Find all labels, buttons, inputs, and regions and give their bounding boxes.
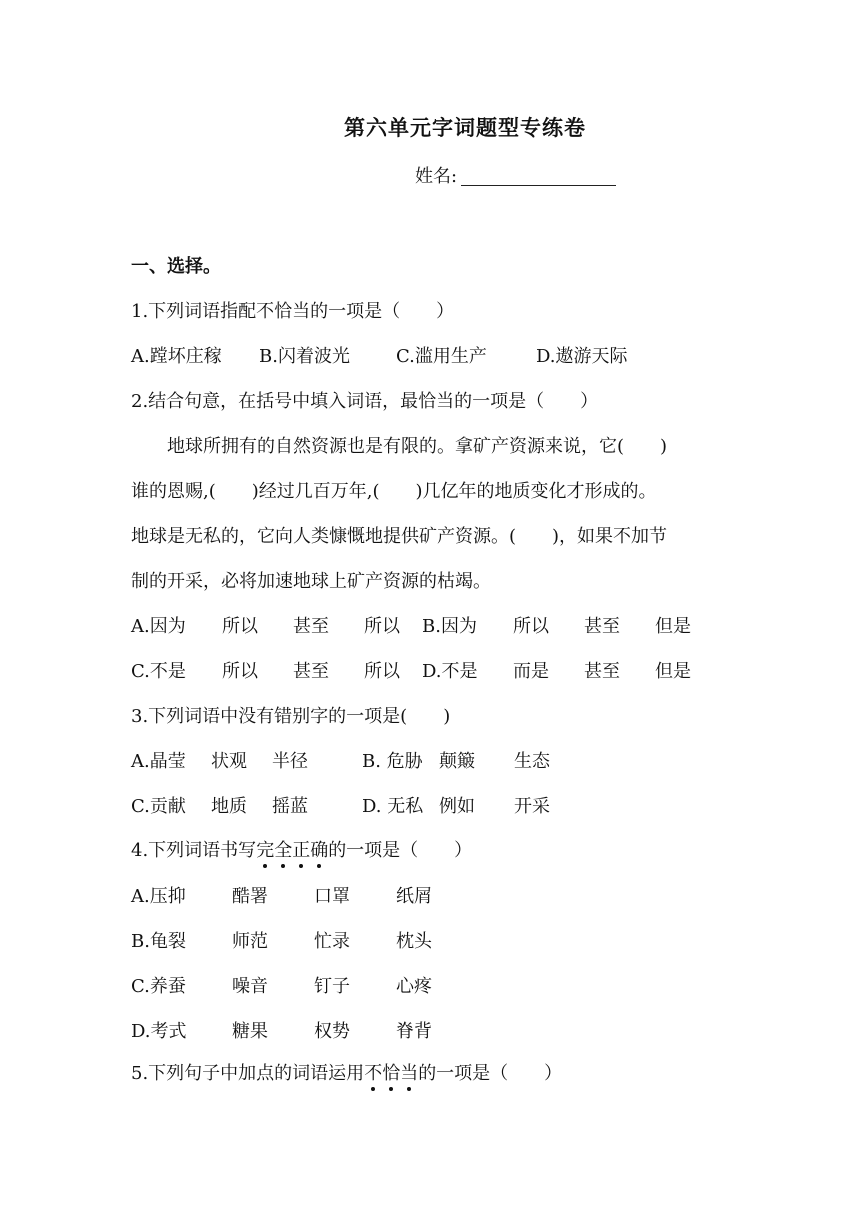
q2-passage-line-3: 地球是无私的，它向人类慷慨地提供矿产资源。( )，如果不加节 (131, 526, 668, 547)
q1-option-b[interactable]: B.闪着波光 (259, 346, 350, 367)
question-1-options (131, 342, 628, 368)
q4-option-c-row (131, 972, 432, 998)
q3-option-a-word-2: 状观 (211, 751, 247, 772)
q2-option-d-word-1[interactable]: D.不是 (422, 661, 478, 682)
q2-option-b-word-3: 甚至 (584, 616, 620, 637)
q2-option-a-word-3: 甚至 (293, 616, 329, 637)
q4-option-c-word-1[interactable]: C.养蚕 (131, 976, 186, 997)
q3-option-d-word-1[interactable]: D. 无私 (362, 796, 424, 817)
q3-option-a-word-3: 半径 (272, 751, 308, 772)
question-3-stem: 3.下列词语中没有错别字的一项是( ) (131, 706, 451, 727)
q4-option-a-word-1[interactable]: A.压抑 (131, 886, 186, 907)
q5-dotted-char-1: 不 (364, 1063, 383, 1084)
q2-option-a-word-4: 所以 (364, 616, 400, 637)
q3-options-row-2 (131, 792, 550, 818)
q2-option-b-word-2: 所以 (513, 616, 549, 637)
q4-option-a-word-4: 纸屑 (396, 886, 432, 907)
q2-option-c-word-1[interactable]: C.不是 (131, 661, 186, 682)
q4-option-d-word-3: 权势 (314, 1021, 350, 1042)
q4-option-b-word-3: 忙录 (314, 931, 350, 952)
q2-option-a-word-1[interactable]: A.因为 (131, 616, 186, 637)
q4-option-b-word-4: 枕头 (396, 931, 432, 952)
q5-dotted-char-2: 恰 (382, 1063, 401, 1084)
q4-stem-end: 的一项是（ ） (328, 840, 473, 861)
question-2-stem: 2.结合句意，在括号中填入词语，最恰当的一项是（ ） (131, 391, 599, 412)
name-blank-line[interactable] (461, 165, 616, 186)
q4-option-b-word-2: 师范 (232, 931, 268, 952)
q2-option-d-word-2: 而是 (513, 661, 549, 682)
name-field (415, 162, 616, 188)
q3-option-a-word-1[interactable]: A.晶莹 (131, 751, 186, 772)
q4-option-d-word-1[interactable]: D.考式 (131, 1021, 187, 1042)
q2-option-c-word-2: 所以 (222, 661, 258, 682)
q2-option-d-word-4: 但是 (655, 661, 691, 682)
q2-option-a-word-2: 所以 (222, 616, 258, 637)
q4-dotted-char-4: 确 (310, 840, 329, 861)
q4-option-c-word-4: 心疼 (396, 976, 432, 997)
q5-dotted-char-3: 当 (400, 1063, 419, 1084)
q3-option-b-word-2: 颠簸 (439, 751, 475, 772)
name-label: 姓名: (415, 166, 458, 187)
q1-option-c[interactable]: C.滥用生产 (396, 346, 487, 367)
q3-option-b-word-3: 生态 (514, 751, 550, 772)
q4-option-d-word-2: 糖果 (232, 1021, 268, 1042)
question-4-stem (131, 836, 472, 862)
section-heading-choice: 一、选择。 (131, 256, 221, 277)
q4-option-c-word-2: 噪音 (232, 976, 268, 997)
q5-stem-end: 的一项是（ ） (418, 1063, 563, 1084)
q4-option-d-row (131, 1017, 432, 1043)
q2-option-c-word-4: 所以 (364, 661, 400, 682)
q4-option-a-word-2: 酷署 (232, 886, 268, 907)
q4-option-a-word-3: 口罩 (314, 886, 350, 907)
q3-option-b-word-1[interactable]: B. 危胁 (362, 751, 423, 772)
q3-option-c-word-3: 摇蓝 (272, 796, 308, 817)
q3-option-c-word-2: 地质 (211, 796, 247, 817)
q4-option-c-word-3: 钉子 (314, 976, 350, 997)
question-1-stem: 1.下列词语指配不恰当的一项是（ ） (131, 301, 455, 322)
q4-option-b-word-1[interactable]: B.龟裂 (131, 931, 186, 952)
q3-option-c-word-1[interactable]: C.贡献 (131, 796, 186, 817)
q4-dotted-char-2: 全 (274, 840, 293, 861)
q2-option-b-word-4: 但是 (655, 616, 691, 637)
q2-option-c-word-3: 甚至 (293, 661, 329, 682)
q2-passage-line-1: 地球所拥有的自然资源也是有限的。拿矿产资源来说，它( ) (131, 436, 668, 457)
q2-passage-line-2: 谁的恩赐,( )经过几百万年,( )几亿年的地质变化才形成的。 (131, 481, 657, 502)
page-title: 第六单元字词题型专练卷 (344, 116, 586, 140)
q3-option-d-word-3: 开采 (514, 796, 550, 817)
q2-passage-line-4: 制的开采，必将加速地球上矿产资源的枯竭。 (131, 571, 491, 592)
q1-option-a[interactable]: A.蹚坏庄稼 (131, 346, 222, 367)
q2-option-d-word-3: 甚至 (584, 661, 620, 682)
q3-option-d-word-2: 例如 (439, 796, 475, 817)
q4-option-b-row (131, 927, 432, 953)
q2-options-row-1 (131, 612, 691, 638)
q4-stem-start: 4.下列词语书写 (131, 840, 257, 861)
q4-dotted-char-3: 正 (292, 840, 311, 861)
q5-stem-start: 5.下列句子中加点的词语运用 (131, 1063, 365, 1084)
q2-options-row-2 (131, 657, 691, 683)
question-5-stem (131, 1059, 562, 1085)
q1-option-d[interactable]: D.遨游天际 (536, 346, 628, 367)
q4-option-d-word-4: 脊背 (396, 1021, 432, 1042)
q4-option-a-row (131, 882, 432, 908)
q2-option-b-word-1[interactable]: B.因为 (422, 616, 477, 637)
q4-dotted-char-1: 完 (256, 840, 275, 861)
q3-options-row-1 (131, 747, 550, 773)
